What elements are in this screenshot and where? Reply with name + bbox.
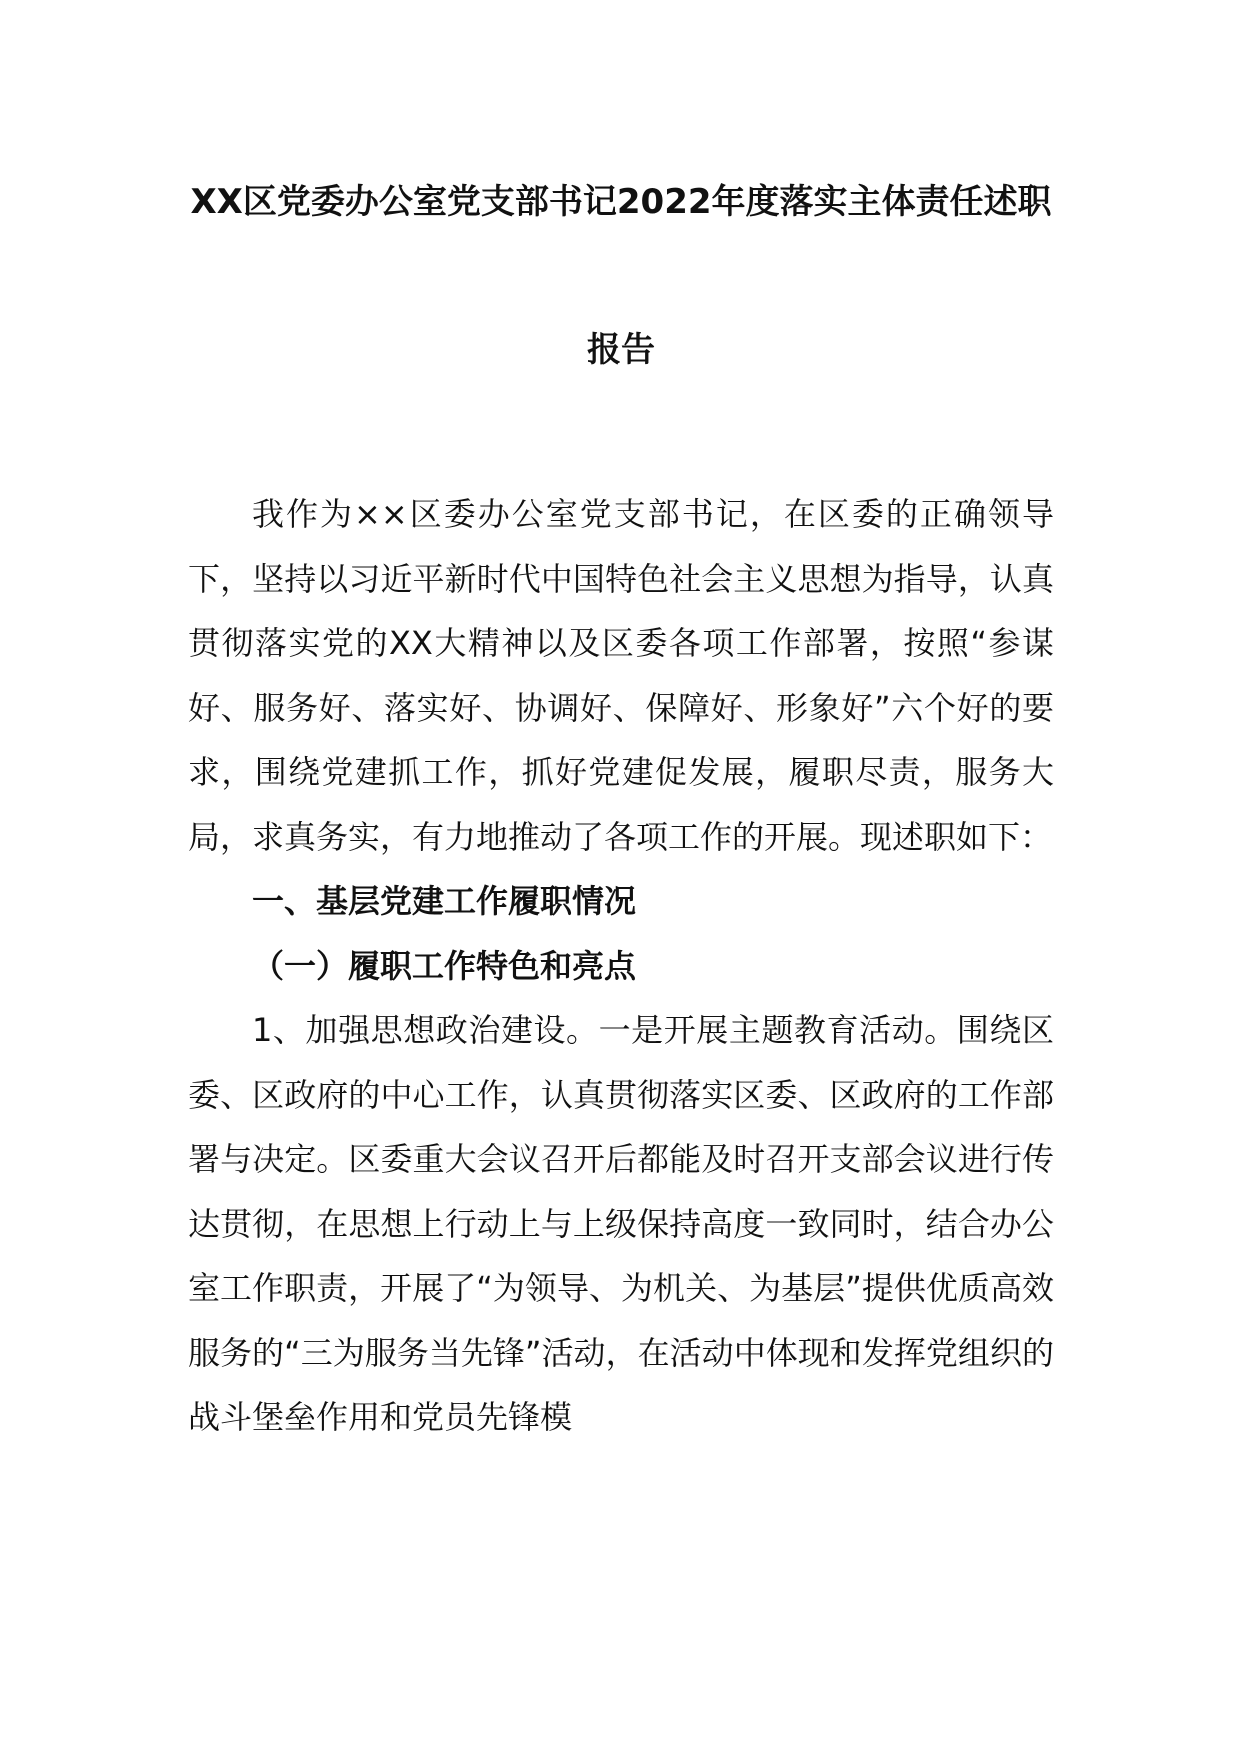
- document-content: [188, 170, 1054, 1450]
- document-title-line-1: XX区党委办公室党支部书记2022年度落实主体责任述职: [190, 182, 1052, 222]
- item-paragraph: 1、加强思想政治建设。一是开展主题教育活动。围绕区委、区政府的中心工作，认真贯彻落实区委、区政府的工作部署与决定。区委重大会议召开后都能及时召开支部会议进行传达贯彻，在思想上行动上与上级保持高度一致同时，结合办公室工作职责，开展了“为领导、为机关、为基层”提供优质高效服务的“三为服务当先锋”活动，在活动中体现和发挥党组织的战斗堡垒作用和党员先锋模: [188, 1011, 1054, 1436]
- subsection-heading: （一）履职工作特色和亮点: [252, 946, 637, 985]
- intro-paragraph: 我作为××区委办公室党支部书记，在区委的正确领导下，坚持以习近平新时代中国特色社会主义思想为指导，认真贯彻落实党的XX大精神以及区委各项工作部署，按照“参谋好、服务好、落实好、协调好、保障好、形象好”六个好的要求，围绕党建抓工作，抓好党建促发展，履职尽责，服务大局，求真务实，有力地推动了各项工作的开展。现述职如下：: [188, 495, 1054, 856]
- section-heading: 一、基层党建工作履职情况: [252, 882, 637, 920]
- document-title-line-2: 报告: [587, 330, 655, 370]
- document-body: [188, 482, 1054, 1450]
